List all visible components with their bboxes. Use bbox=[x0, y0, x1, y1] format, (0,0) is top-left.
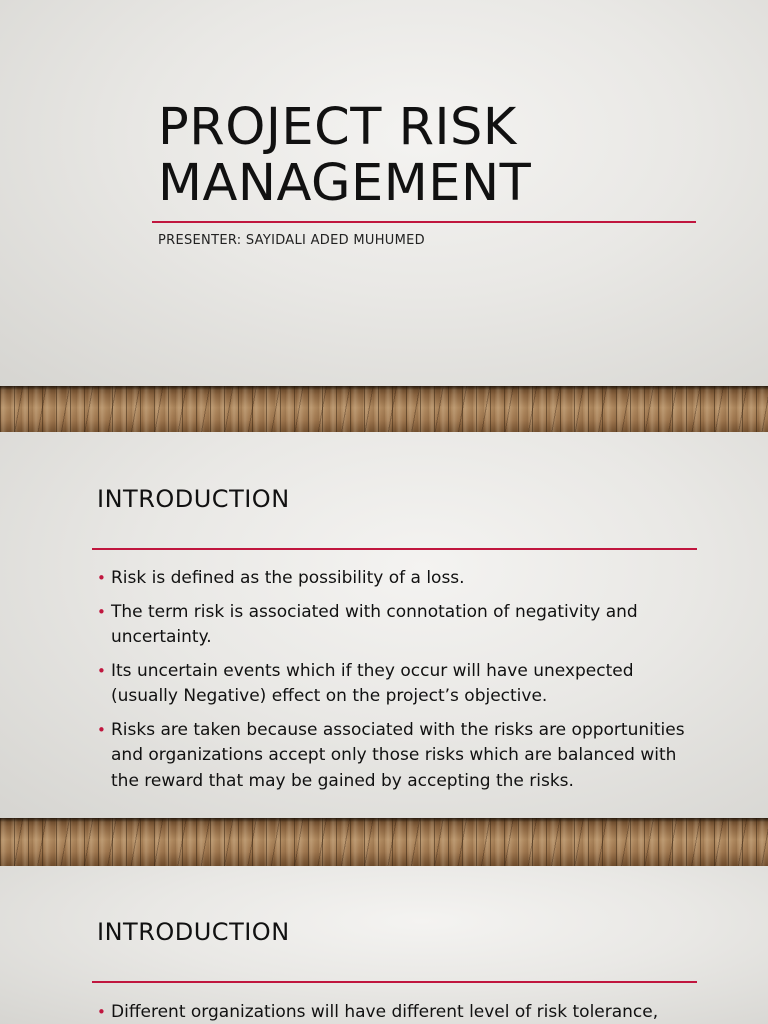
title-divider bbox=[152, 221, 696, 223]
bullet-item: • The term risk is associated with connotation of negativity and uncertainty. bbox=[97, 600, 697, 651]
presentation-title: PROJECT RISK MANAGEMENT bbox=[158, 98, 532, 213]
heading-divider bbox=[92, 981, 697, 983]
presenter-subtitle: PRESENTER: SAYIDALI ADED MUHUMED bbox=[158, 233, 425, 248]
bullet-list bbox=[97, 1000, 717, 1024]
slide-heading: INTRODUCTION bbox=[97, 485, 290, 513]
wood-floor-divider bbox=[0, 386, 768, 434]
bullet-item: • Risk is defined as the possibility of a loss. bbox=[97, 566, 697, 592]
introduction-slide-2 bbox=[0, 866, 768, 1024]
title-slide bbox=[0, 0, 768, 386]
bullet-item: • Its uncertain events which if they occur will have unexpected (usually Negative) effect on the project’s objective. bbox=[97, 659, 697, 710]
slide-heading: INTRODUCTION bbox=[97, 918, 290, 946]
bullet-item: • Different organizations will have different level of risk tolerance, bbox=[97, 1000, 717, 1024]
bullet-list bbox=[97, 566, 697, 802]
heading-divider bbox=[92, 548, 697, 550]
wood-floor-divider bbox=[0, 818, 768, 866]
introduction-slide-1 bbox=[0, 432, 768, 818]
bullet-item: • Risks are taken because associated with the risks are opportunities and organizations accept only those risks which are balanced with the reward that may be gained by accepting the risks. bbox=[97, 718, 697, 795]
